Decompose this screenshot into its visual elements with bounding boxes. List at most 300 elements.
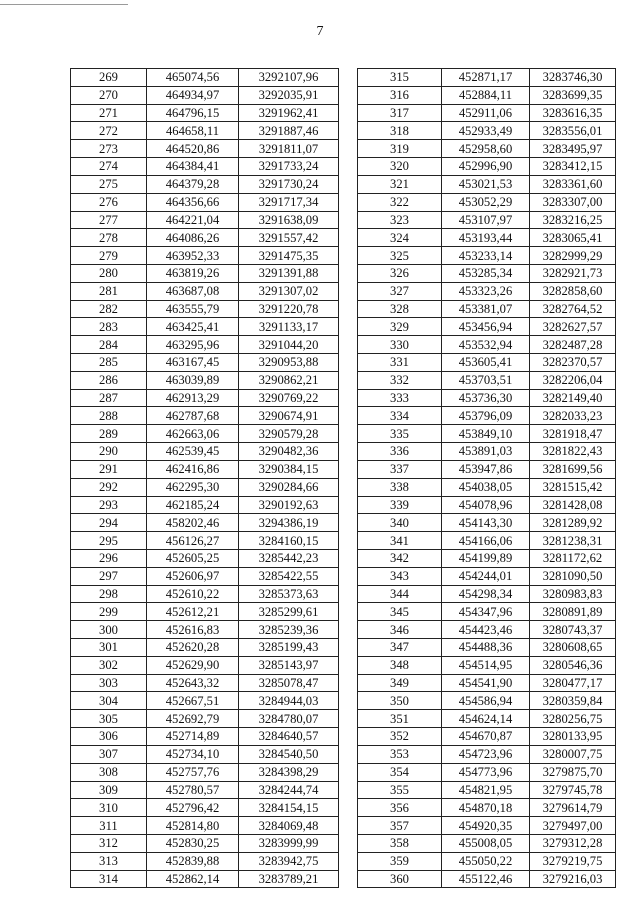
y-coordinate-cell: 3280743,37 — [530, 621, 616, 639]
y-coordinate-cell: 3294386,19 — [239, 514, 339, 532]
y-coordinate-cell: 3290769,22 — [239, 389, 339, 407]
y-coordinate-cell: 3285442,23 — [239, 549, 339, 567]
point-number-cell: 338 — [358, 478, 442, 496]
point-number-cell: 356 — [358, 799, 442, 817]
table-row — [358, 870, 616, 888]
table-row — [358, 193, 616, 211]
table-row — [71, 852, 339, 870]
x-coordinate-cell: 463167,45 — [147, 354, 239, 372]
point-number-cell: 313 — [71, 852, 147, 870]
point-number-cell: 331 — [358, 354, 442, 372]
y-coordinate-cell: 3291730,24 — [239, 175, 339, 193]
point-number-cell: 282 — [71, 300, 147, 318]
table-row — [358, 514, 616, 532]
y-coordinate-cell: 3282033,23 — [530, 407, 616, 425]
table-row — [358, 763, 616, 781]
x-coordinate-cell: 453193,44 — [442, 229, 530, 247]
x-coordinate-cell: 462913,29 — [147, 389, 239, 407]
x-coordinate-cell: 458202,46 — [147, 514, 239, 532]
y-coordinate-cell: 3285078,47 — [239, 674, 339, 692]
point-number-cell: 327 — [358, 282, 442, 300]
point-number-cell: 341 — [358, 532, 442, 550]
table-row — [358, 104, 616, 122]
table-row — [358, 478, 616, 496]
table-row — [71, 745, 339, 763]
table-row — [71, 478, 339, 496]
table-row — [358, 710, 616, 728]
point-number-cell: 353 — [358, 745, 442, 763]
y-coordinate-cell: 3281918,47 — [530, 425, 616, 443]
point-number-cell: 296 — [71, 549, 147, 567]
point-number-cell: 342 — [358, 549, 442, 567]
point-number-cell: 302 — [71, 656, 147, 674]
point-number-cell: 269 — [71, 69, 147, 87]
y-coordinate-cell: 3283746,30 — [530, 69, 616, 87]
table-row — [358, 300, 616, 318]
table-row — [358, 354, 616, 372]
table-row — [71, 282, 339, 300]
y-coordinate-cell: 3285239,36 — [239, 621, 339, 639]
x-coordinate-cell: 456126,27 — [147, 532, 239, 550]
y-coordinate-cell: 3280007,75 — [530, 745, 616, 763]
point-number-cell: 305 — [71, 710, 147, 728]
x-coordinate-cell: 462185,24 — [147, 496, 239, 514]
table-row — [71, 603, 339, 621]
x-coordinate-cell: 464934,97 — [147, 86, 239, 104]
x-coordinate-cell: 452643,32 — [147, 674, 239, 692]
point-number-cell: 276 — [71, 193, 147, 211]
point-number-cell: 319 — [358, 140, 442, 158]
table-row — [358, 603, 616, 621]
point-number-cell: 339 — [358, 496, 442, 514]
point-number-cell: 299 — [71, 603, 147, 621]
table-row — [358, 496, 616, 514]
x-coordinate-cell: 453849,10 — [442, 425, 530, 443]
x-coordinate-cell: 454870,18 — [442, 799, 530, 817]
point-number-cell: 357 — [358, 817, 442, 835]
table-row — [358, 211, 616, 229]
point-number-cell: 350 — [358, 692, 442, 710]
y-coordinate-cell: 3290284,66 — [239, 478, 339, 496]
x-coordinate-cell: 454199,89 — [442, 549, 530, 567]
y-coordinate-cell: 3292107,96 — [239, 69, 339, 87]
x-coordinate-cell: 454488,36 — [442, 639, 530, 657]
x-coordinate-cell: 452606,97 — [147, 567, 239, 585]
table-row — [71, 567, 339, 585]
x-coordinate-cell: 452610,22 — [147, 585, 239, 603]
y-coordinate-cell: 3290482,36 — [239, 443, 339, 461]
table-row — [71, 532, 339, 550]
point-number-cell: 314 — [71, 870, 147, 888]
point-number-cell: 316 — [358, 86, 442, 104]
y-coordinate-cell: 3279312,28 — [530, 834, 616, 852]
x-coordinate-cell: 462416,86 — [147, 460, 239, 478]
point-number-cell: 289 — [71, 425, 147, 443]
y-coordinate-cell: 3279875,70 — [530, 763, 616, 781]
y-coordinate-cell: 3283556,01 — [530, 122, 616, 140]
x-coordinate-cell: 454244,01 — [442, 567, 530, 585]
table-row — [71, 104, 339, 122]
y-coordinate-cell: 3284069,48 — [239, 817, 339, 835]
x-coordinate-cell: 452830,25 — [147, 834, 239, 852]
x-coordinate-cell: 452714,89 — [147, 728, 239, 746]
point-number-cell: 329 — [358, 318, 442, 336]
x-coordinate-cell: 454821,95 — [442, 781, 530, 799]
table-row — [358, 460, 616, 478]
table-row — [71, 158, 339, 176]
x-coordinate-cell: 452814,80 — [147, 817, 239, 835]
point-number-cell: 272 — [71, 122, 147, 140]
table-row — [358, 781, 616, 799]
y-coordinate-cell: 3290674,91 — [239, 407, 339, 425]
table-row — [71, 763, 339, 781]
table-row — [358, 318, 616, 336]
x-coordinate-cell: 453456,94 — [442, 318, 530, 336]
point-number-cell: 321 — [358, 175, 442, 193]
point-number-cell: 277 — [71, 211, 147, 229]
x-coordinate-cell: 452839,88 — [147, 852, 239, 870]
y-coordinate-cell: 3284398,29 — [239, 763, 339, 781]
table-row — [358, 639, 616, 657]
point-number-cell: 306 — [71, 728, 147, 746]
table-row — [358, 745, 616, 763]
point-number-cell: 334 — [358, 407, 442, 425]
y-coordinate-cell: 3283307,00 — [530, 193, 616, 211]
table-row — [71, 674, 339, 692]
y-coordinate-cell: 3291717,34 — [239, 193, 339, 211]
header-rule — [0, 4, 128, 5]
x-coordinate-cell: 463039,89 — [147, 371, 239, 389]
y-coordinate-cell: 3285422,55 — [239, 567, 339, 585]
x-coordinate-cell: 464658,11 — [147, 122, 239, 140]
table-row — [71, 389, 339, 407]
x-coordinate-cell: 464356,66 — [147, 193, 239, 211]
table-row — [71, 69, 339, 87]
table-row — [358, 140, 616, 158]
table-row — [71, 211, 339, 229]
table-row — [71, 193, 339, 211]
y-coordinate-cell: 3281172,62 — [530, 549, 616, 567]
table-row — [71, 639, 339, 657]
table-row — [71, 407, 339, 425]
point-number-cell: 345 — [358, 603, 442, 621]
table-row — [358, 532, 616, 550]
point-number-cell: 326 — [358, 264, 442, 282]
x-coordinate-cell: 452620,28 — [147, 639, 239, 657]
table-row — [358, 621, 616, 639]
table-row — [358, 336, 616, 354]
x-coordinate-cell: 463952,33 — [147, 247, 239, 265]
point-number-cell: 325 — [358, 247, 442, 265]
point-number-cell: 333 — [358, 389, 442, 407]
y-coordinate-cell: 3282764,52 — [530, 300, 616, 318]
point-number-cell: 343 — [358, 567, 442, 585]
y-coordinate-cell: 3280256,75 — [530, 710, 616, 728]
point-number-cell: 288 — [71, 407, 147, 425]
table-row — [358, 86, 616, 104]
x-coordinate-cell: 464520,86 — [147, 140, 239, 158]
table-row — [71, 585, 339, 603]
table-row — [71, 336, 339, 354]
y-coordinate-cell: 3282999,29 — [530, 247, 616, 265]
table-row — [71, 781, 339, 799]
x-coordinate-cell: 454298,34 — [442, 585, 530, 603]
y-coordinate-cell: 3283999,99 — [239, 834, 339, 852]
x-coordinate-cell: 452796,42 — [147, 799, 239, 817]
point-number-cell: 294 — [71, 514, 147, 532]
y-coordinate-cell: 3292035,91 — [239, 86, 339, 104]
x-coordinate-cell: 454920,35 — [442, 817, 530, 835]
x-coordinate-cell: 452958,60 — [442, 140, 530, 158]
x-coordinate-cell: 453947,86 — [442, 460, 530, 478]
x-coordinate-cell: 452734,10 — [147, 745, 239, 763]
y-coordinate-cell: 3281238,31 — [530, 532, 616, 550]
x-coordinate-cell: 453233,14 — [442, 247, 530, 265]
point-number-cell: 287 — [71, 389, 147, 407]
y-coordinate-cell: 3284244,74 — [239, 781, 339, 799]
table-row — [71, 318, 339, 336]
point-number-cell: 340 — [358, 514, 442, 532]
table-row — [71, 354, 339, 372]
point-number-cell: 349 — [358, 674, 442, 692]
point-number-cell: 309 — [71, 781, 147, 799]
x-coordinate-cell: 462663,06 — [147, 425, 239, 443]
table-row — [358, 158, 616, 176]
table-row — [358, 799, 616, 817]
x-coordinate-cell: 453605,41 — [442, 354, 530, 372]
point-number-cell: 320 — [358, 158, 442, 176]
point-number-cell: 284 — [71, 336, 147, 354]
point-number-cell: 285 — [71, 354, 147, 372]
point-number-cell: 317 — [358, 104, 442, 122]
point-number-cell: 297 — [71, 567, 147, 585]
x-coordinate-cell: 462787,68 — [147, 407, 239, 425]
x-coordinate-cell: 454423,46 — [442, 621, 530, 639]
point-number-cell: 310 — [71, 799, 147, 817]
table-row — [358, 692, 616, 710]
y-coordinate-cell: 3279497,00 — [530, 817, 616, 835]
point-number-cell: 300 — [71, 621, 147, 639]
point-number-cell: 324 — [358, 229, 442, 247]
point-number-cell: 336 — [358, 443, 442, 461]
y-coordinate-cell: 3285299,61 — [239, 603, 339, 621]
point-number-cell: 322 — [358, 193, 442, 211]
point-number-cell: 332 — [358, 371, 442, 389]
x-coordinate-cell: 452871,17 — [442, 69, 530, 87]
x-coordinate-cell: 464221,04 — [147, 211, 239, 229]
x-coordinate-cell: 452884,11 — [442, 86, 530, 104]
point-number-cell: 304 — [71, 692, 147, 710]
x-coordinate-cell: 453703,51 — [442, 371, 530, 389]
table-row — [71, 443, 339, 461]
table-row — [358, 425, 616, 443]
x-coordinate-cell: 452911,06 — [442, 104, 530, 122]
table-row — [71, 710, 339, 728]
point-number-cell: 354 — [358, 763, 442, 781]
x-coordinate-cell: 464796,15 — [147, 104, 239, 122]
point-number-cell: 307 — [71, 745, 147, 763]
x-coordinate-cell: 464086,26 — [147, 229, 239, 247]
table-row — [358, 834, 616, 852]
table-row — [358, 728, 616, 746]
table-row — [358, 389, 616, 407]
point-number-cell: 292 — [71, 478, 147, 496]
table-row — [71, 86, 339, 104]
point-number-cell: 311 — [71, 817, 147, 835]
table-row — [71, 496, 339, 514]
y-coordinate-cell: 3283699,35 — [530, 86, 616, 104]
y-coordinate-cell: 3285143,97 — [239, 656, 339, 674]
table-row — [358, 69, 616, 87]
table-row — [358, 175, 616, 193]
table-row — [71, 140, 339, 158]
x-coordinate-cell: 453381,07 — [442, 300, 530, 318]
coordinates-table-left — [70, 68, 339, 888]
y-coordinate-cell: 3281699,56 — [530, 460, 616, 478]
table-row — [71, 834, 339, 852]
y-coordinate-cell: 3279219,75 — [530, 852, 616, 870]
point-number-cell: 279 — [71, 247, 147, 265]
x-coordinate-cell: 452692,79 — [147, 710, 239, 728]
y-coordinate-cell: 3291887,46 — [239, 122, 339, 140]
table-row — [71, 300, 339, 318]
point-number-cell: 328 — [358, 300, 442, 318]
y-coordinate-cell: 3284780,07 — [239, 710, 339, 728]
y-coordinate-cell: 3284540,50 — [239, 745, 339, 763]
y-coordinate-cell: 3291220,78 — [239, 300, 339, 318]
point-number-cell: 293 — [71, 496, 147, 514]
table-row — [71, 656, 339, 674]
table-row — [358, 585, 616, 603]
table-row — [358, 122, 616, 140]
page-number: 7 — [316, 24, 324, 39]
y-coordinate-cell: 3291044,20 — [239, 336, 339, 354]
x-coordinate-cell: 454670,87 — [442, 728, 530, 746]
y-coordinate-cell: 3283216,25 — [530, 211, 616, 229]
y-coordinate-cell: 3283412,15 — [530, 158, 616, 176]
y-coordinate-cell: 3291307,02 — [239, 282, 339, 300]
y-coordinate-cell: 3280891,89 — [530, 603, 616, 621]
table-row — [358, 247, 616, 265]
table-row — [358, 443, 616, 461]
point-number-cell: 303 — [71, 674, 147, 692]
table-row — [358, 674, 616, 692]
point-number-cell: 335 — [358, 425, 442, 443]
point-number-cell: 274 — [71, 158, 147, 176]
x-coordinate-cell: 454624,14 — [442, 710, 530, 728]
y-coordinate-cell: 3285373,63 — [239, 585, 339, 603]
x-coordinate-cell: 455050,22 — [442, 852, 530, 870]
point-number-cell: 344 — [358, 585, 442, 603]
y-coordinate-cell: 3283065,41 — [530, 229, 616, 247]
point-number-cell: 346 — [358, 621, 442, 639]
x-coordinate-cell: 455122,46 — [442, 870, 530, 888]
x-coordinate-cell: 463687,08 — [147, 282, 239, 300]
y-coordinate-cell: 3282858,60 — [530, 282, 616, 300]
table-row — [71, 122, 339, 140]
point-number-cell: 278 — [71, 229, 147, 247]
table-row — [71, 728, 339, 746]
x-coordinate-cell: 452757,76 — [147, 763, 239, 781]
point-number-cell: 295 — [71, 532, 147, 550]
table-row — [71, 425, 339, 443]
x-coordinate-cell: 464384,41 — [147, 158, 239, 176]
y-coordinate-cell: 3281090,50 — [530, 567, 616, 585]
point-number-cell: 351 — [358, 710, 442, 728]
y-coordinate-cell: 3291475,35 — [239, 247, 339, 265]
table-row — [358, 229, 616, 247]
point-number-cell: 273 — [71, 140, 147, 158]
y-coordinate-cell: 3284160,15 — [239, 532, 339, 550]
x-coordinate-cell: 454347,96 — [442, 603, 530, 621]
table-row — [71, 817, 339, 835]
table-row — [358, 264, 616, 282]
table-row — [358, 817, 616, 835]
point-number-cell: 270 — [71, 86, 147, 104]
table-row — [358, 549, 616, 567]
coordinates-table-right — [357, 68, 616, 888]
y-coordinate-cell: 3281428,08 — [530, 496, 616, 514]
x-coordinate-cell: 464379,28 — [147, 175, 239, 193]
y-coordinate-cell: 3280608,65 — [530, 639, 616, 657]
point-number-cell: 298 — [71, 585, 147, 603]
x-coordinate-cell: 454038,05 — [442, 478, 530, 496]
x-coordinate-cell: 454143,30 — [442, 514, 530, 532]
y-coordinate-cell: 3290953,88 — [239, 354, 339, 372]
table-row — [71, 460, 339, 478]
point-number-cell: 291 — [71, 460, 147, 478]
table-row — [358, 282, 616, 300]
x-coordinate-cell: 452862,14 — [147, 870, 239, 888]
y-coordinate-cell: 3279614,79 — [530, 799, 616, 817]
x-coordinate-cell: 452605,25 — [147, 549, 239, 567]
y-coordinate-cell: 3291811,07 — [239, 140, 339, 158]
y-coordinate-cell: 3280477,17 — [530, 674, 616, 692]
x-coordinate-cell: 452933,49 — [442, 122, 530, 140]
y-coordinate-cell: 3291133,17 — [239, 318, 339, 336]
x-coordinate-cell: 453532,94 — [442, 336, 530, 354]
y-coordinate-cell: 3280133,95 — [530, 728, 616, 746]
y-coordinate-cell: 3284944,03 — [239, 692, 339, 710]
point-number-cell: 281 — [71, 282, 147, 300]
table-row — [71, 264, 339, 282]
x-coordinate-cell: 463295,96 — [147, 336, 239, 354]
x-coordinate-cell: 455008,05 — [442, 834, 530, 852]
table-row — [71, 692, 339, 710]
y-coordinate-cell: 3281289,92 — [530, 514, 616, 532]
table-row — [71, 247, 339, 265]
table-row — [358, 567, 616, 585]
table-row — [71, 549, 339, 567]
y-coordinate-cell: 3291638,09 — [239, 211, 339, 229]
x-coordinate-cell: 453107,97 — [442, 211, 530, 229]
y-coordinate-cell: 3282627,57 — [530, 318, 616, 336]
y-coordinate-cell: 3282370,57 — [530, 354, 616, 372]
x-coordinate-cell: 452616,83 — [147, 621, 239, 639]
y-coordinate-cell: 3282921,73 — [530, 264, 616, 282]
y-coordinate-cell: 3280359,84 — [530, 692, 616, 710]
table-row — [358, 656, 616, 674]
table-row — [71, 799, 339, 817]
point-number-cell: 280 — [71, 264, 147, 282]
table-row — [71, 514, 339, 532]
y-coordinate-cell: 3283942,75 — [239, 852, 339, 870]
table-row — [358, 852, 616, 870]
table-row — [71, 175, 339, 193]
y-coordinate-cell: 3285199,43 — [239, 639, 339, 657]
x-coordinate-cell: 453736,30 — [442, 389, 530, 407]
y-coordinate-cell: 3279745,78 — [530, 781, 616, 799]
